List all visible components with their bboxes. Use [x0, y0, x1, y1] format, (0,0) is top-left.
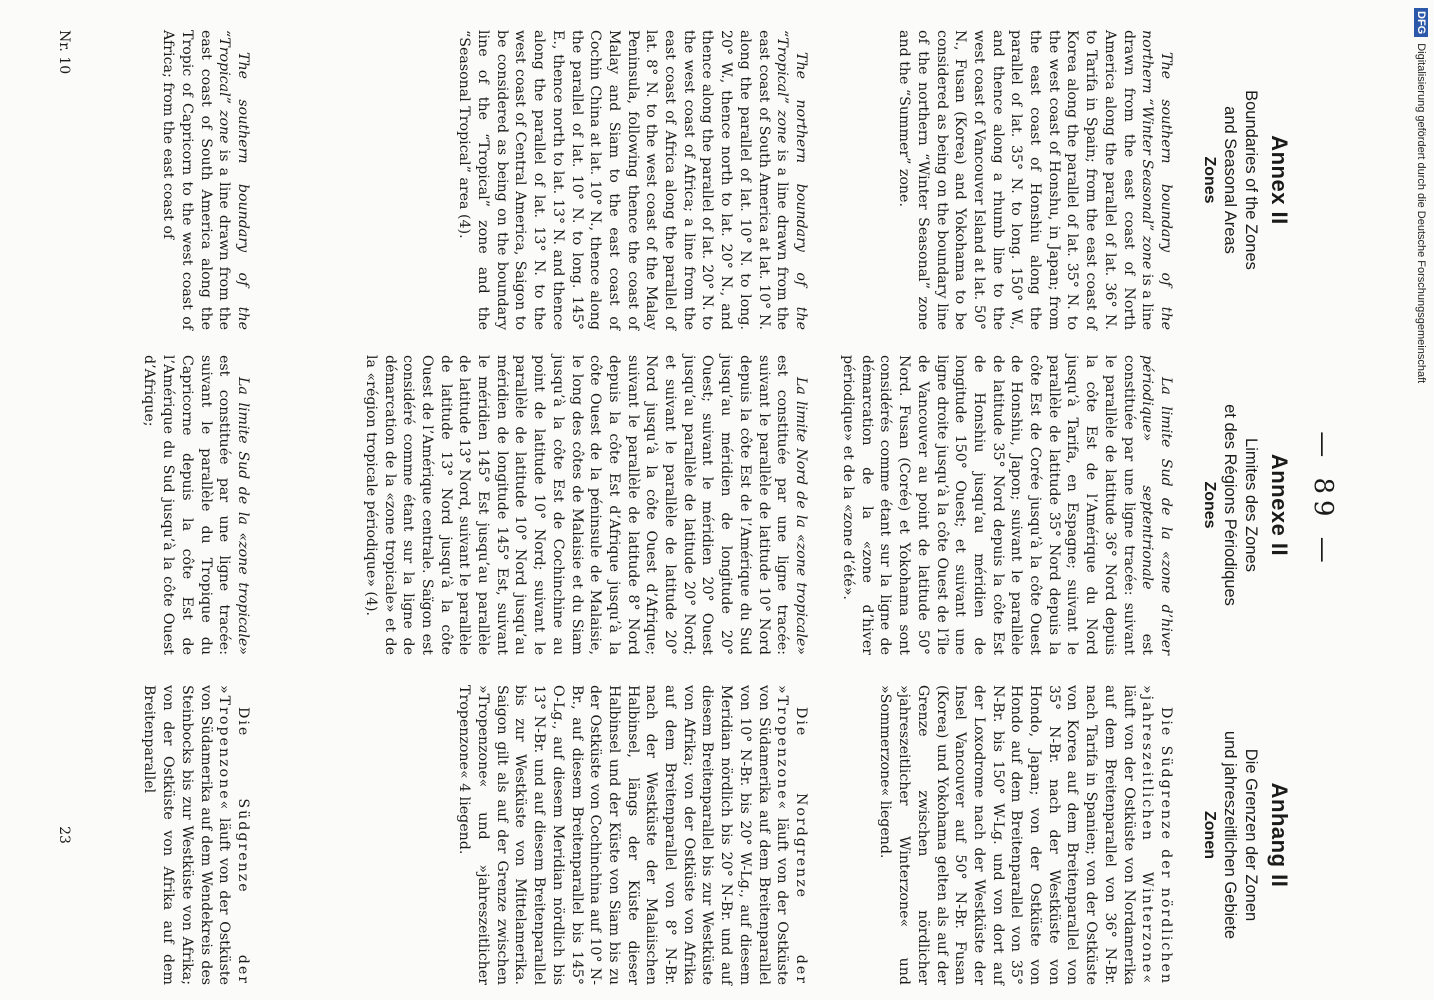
page-number: — 89 —: [1308, 431, 1338, 569]
paragraph-body: is a line drawn from the east coast of South America along the Tropic of Capricorn to the west coast of Africa; from the east coast of: [160, 30, 233, 330]
watermark-text-row: [1408, 8, 1434, 992]
footer-document-number: Nr. 10: [56, 30, 72, 75]
paragraph-winter-seasonal-french: [838, 355, 1175, 655]
watermark-text: Digitalisierung gefördert durch die Deutsche Forschungsgemeinschaft: [1415, 43, 1427, 384]
title-line1-german: Die Grenzen der Zonen: [1242, 748, 1260, 922]
paragraph-lead: The southern boundary of the northern “Winter Seasonal” zone: [1139, 30, 1174, 330]
paragraph-winter-seasonal-english: [894, 30, 1175, 330]
title-line1-english: Boundaries of the Zones: [1242, 90, 1260, 270]
paragraph-tropical-north-french: [361, 355, 810, 655]
digitization-watermark: [1408, 8, 1434, 992]
paragraph-lead: La limite Nord de la «zone tropicale»: [793, 377, 809, 655]
annex-heading-french: Annexe II: [1267, 453, 1292, 557]
column-english: [160, 30, 1292, 330]
paragraph-body: läuft von der Ostküste von Nordamerika auf dem Breitenparallel von 36° N-Br. nach Tarifa in Spanien; von der Ostküste von Korea auf dem Breitenparallel von 35° N-Br. nach der Westküste von Hondo, Japan; von der Ostküste von Hondo auf dem Breitenparallel von 35° N-Br. bis 150° W-Lg. und von dort auf der Loxodrome nach der Westküste der Insel Vancouver auf 50° N-Br. Fusan (Korea) und Yokohama gelten als auf der Grenze zwischen nördlicher »jahreszeitlicher Winterzone« und »Sommerzone« liegend.: [877, 685, 1137, 985]
paragraph-lead: Die Nordgrenze der »Tropenzone«: [774, 685, 809, 985]
footer-page-number: 23: [56, 826, 72, 844]
paragraph-tropical-north-english: [455, 30, 810, 330]
paragraph-body: läuft von der Ostküste von Südamerika auf dem Wendekreis des Steinbocks bis zur Westküste von Afrika; von der Ostküste von Afrika auf dem Breitenparallel: [141, 685, 233, 985]
paragraph-lead: The northern boundary of the “Tropical” zone: [774, 30, 809, 330]
paragraph-tropical-south-german: [140, 685, 252, 985]
title-line2-french: et des Régions Périodiques: [1221, 404, 1239, 606]
annex-heading-english: Annex II: [1267, 135, 1292, 225]
dfg-logo-icon: DFG: [1414, 8, 1428, 37]
column-french: [141, 355, 1292, 655]
title-line2-german: und jahreszeitlichen Gebiete: [1221, 730, 1239, 940]
paragraph-lead: The southern boundary of the “Tropical” zone: [216, 30, 251, 330]
paragraph-body: est constituée par une ligne tracée: suivant le parallèle du Tropique du Capricorne depuis la côte Est de l’Amérique du Sud jusqu’à la côte Ouest d’Afrique;: [141, 355, 233, 655]
paragraph-tropical-north-german: [455, 685, 810, 985]
paragraph-body: est constituée par une ligne tracée: suivant le parallèle de latitude 10° Nord depuis la côte Est de l’Amérique du Sud jusqu’au méridien de longitude 20° Ouest; suivant le méridien 20° Ouest jusqu’au parallèle de latitude 20° Nord; et suivant le parallèle de latitude 20° Nord jusqu’à la côte Ouest d’Afrique; suivant le parallèle de latitude 8° Nord depuis la côte Est d’Afrique jusqu’à la côte Ouest de la péninsule de Malaisie, le long des côtes de Malaisie et du Siam jusqu’à la côte Est de Cochinchine au point de latitude 10° Nord; suivant le parallèle de latitude 10° Nord jusqu’au méridien de longitude 145° Est, suivant le méridien 145° Est jusqu’au parallèle de latitude 13° Nord, suivant le parallèle de latitude 13° Nord jusqu’à la côte Ouest de l’Amérique centrale. Saïgon est considéré comme étant sur la ligne de démarcation de la «zone tropicale» et de la «région tropicale périodique» (4).: [362, 355, 791, 655]
section-heading-french: Zones: [1201, 481, 1218, 529]
paragraph-tropical-south-english: [158, 30, 252, 330]
paragraph-tropical-south-french: [140, 355, 252, 655]
paragraph-body: est constituée par une ligne tracée: suivant le parallèle de latitude 36° Nord depuis la côte Est de l’Amérique du Nord jusqu’à Tarifa, en Espagne; suivant le parallèle de latitude 35° Nord depuis la côte Est de Corée jusqu’à la côte Ouest de Honshiu, Japon; suivant le parallèle de latitude 35° Nord depuis la côte Est de Honshiu jusqu’au méridien de longitude 150° Ouest; et suivant une ligne droite jusqu’à la côte Ouest de l’île de Vancouver au point de latitude 50° Nord. Fusan (Corée) et Yokohama sont considérés comme étant sur la ligne de démarcation de la «zone d’hiver périodique» et de la «zone d’été».: [840, 355, 1156, 655]
title-line1-french: Limites des Zones: [1242, 438, 1260, 572]
title-line2-english: and Seasonal Areas: [1221, 106, 1239, 254]
column-german: [141, 685, 1292, 985]
paragraph-lead: La limite Sud de la «zone tropicale»: [235, 377, 251, 655]
paragraph-lead: La limite Sud de la «zone d’hiver périodique» septentrionale: [1139, 355, 1174, 655]
section-heading-german: Zonen: [1201, 811, 1218, 859]
paragraph-body: is a line drawn from the east coast of North America along the parallel of lat. 36° N. to Tarifa in Spain; from the east coast of Korea along the parallel of lat. 35° N. to the west coast of Honshu, in Japan; from the east coast of Honshiu along the parallel of lat. 35° N. to long. 150° W., and thence along a rhumb line to the west coast of Vancouver Island at lat. 50° N., Fusan (Korea) and Yokohama to be considered as being on the boundary line of the northern “Winter Seasonal” zone and the “Summer” zone.: [896, 30, 1156, 330]
annex-heading-german: Anhang II: [1267, 782, 1292, 888]
paragraph-lead: Die Südgrenze der »Tropenzone«: [216, 685, 251, 985]
paragraph-body: läuft von der Ostküste von Südamerika auf dem Breitenparallel von 10° N-Br. bis 20° W-Lg., auf diesem Meridian nördlich bis 20° N-Br. und auf diesem Breitenparallel bis zur Westküste von Afrika; von der Ostküste von Afrika auf dem Breitenparallel von 8° N-Br. nach der Westküste der Malaiischen Halbinsel, längs der Küste dieser Halbinsel und der Küste von Siam bis zu der Ostküste von Cochinchina auf 10° N-Br., auf diesem Breitenparallel bis 145° O-Lg., auf diesem Meridian nördlich bis 13° N-Br. und auf diesem Breitenparallel bis zur Westküste von Mittelamerika. Saigon gilt als auf der Grenze zwischen »Tropenzone« und »jahreszeitlicher Tropenzone« 4 liegend.: [456, 685, 791, 985]
section-heading-english: Zones: [1201, 156, 1218, 204]
paragraph-body: is a line drawn from the east coast of South America at lat. 10° N. along the parallel of lat. 10° N. to long. 20° W., thence north to lat. 20° N., and thence along the parallel of lat. 20° N. to the west coast of Africa; a line from the east coast of Africa along the parallel of lat. 8° N. to the west coast of the Malay Peninsula, following thence the coast of Malay and Siam to the east coast of Cochin China at lat. 10° N., thence along the parallel of lat. 10° N. to long. 145° E., thence north to lat. 13° N. and thence along the parallel of lat. 13° N. to the west coast of Central America, Saigon to be considered as being on the boundary line of the “Tropical” zone and the “Seasonal Tropical” area (4).: [456, 30, 791, 330]
paragraph-lead: Die Südgrenze der nördlichen »jahreszeitlichen Winterzone«: [1139, 685, 1174, 985]
paragraph-winter-seasonal-german: [876, 685, 1175, 985]
